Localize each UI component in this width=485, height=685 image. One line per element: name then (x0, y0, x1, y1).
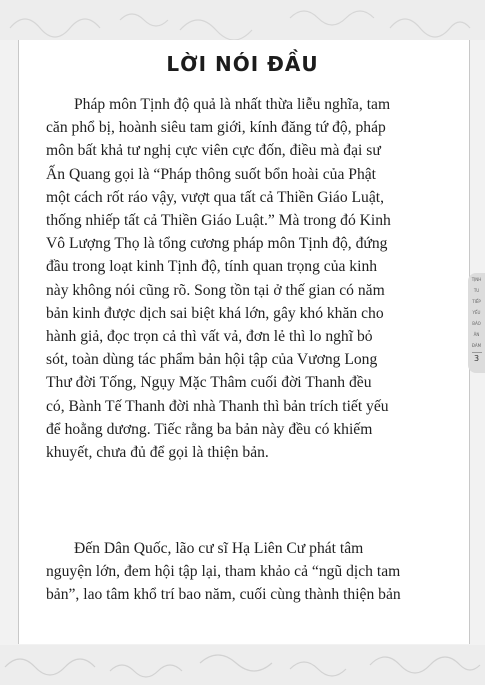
text-line: bản kinh được dịch sai biệt khá lớn, gây khó khăn cho (46, 304, 384, 322)
side-tab-text: ĐÀM (471, 343, 482, 348)
text-line: này không nói cũng rõ. Song tồn tại ở thế gian có năm (46, 281, 385, 299)
text-line: bản”, lao tâm khổ trí bao năm, cuối cùng thành thiện bản (46, 586, 401, 604)
text-line: để hoằng dương. Tiếc rằng ba bản này đều có khiếm (46, 420, 373, 438)
text-line: có, Bành Tế Thanh đời nhà Thanh thì bản trích tiết yếu (46, 397, 389, 415)
side-chapter-tab (468, 273, 485, 373)
cloud-pattern (0, 645, 485, 685)
page-number: 3 (473, 354, 480, 363)
text-line: Đến Dân Quốc, lão cư sĩ Hạ Liên Cư phát tâm (74, 540, 364, 557)
text-line: sót, toàn dùng tác phẩm bản hội tập của Vương Long (46, 351, 378, 369)
text-line: Thư đời Tống, Ngụy Mặc Thâm cuối đời Thanh đều (46, 374, 372, 392)
text-line: thống nhiếp tất cả Thiền Giáo Luật.” Mà trong đó Kinh (46, 212, 391, 230)
side-tab-text: ÂN (473, 332, 480, 337)
side-tab-text: TU (473, 288, 480, 293)
text-line: Ấn Quang gọi là “Pháp thông suốt bổn hoài của Phật (46, 165, 377, 183)
side-tab-text: TIẾP (472, 299, 481, 304)
paragraph-1 (46, 93, 440, 464)
text-line: hành giả, đọc trọn cả thì vất vả, đơn lẻ thì lo nghĩ bỏ (46, 328, 373, 346)
side-tab-text: BÁO (472, 321, 481, 326)
side-tab-divider (472, 352, 482, 353)
text-line: Vô Lượng Thọ là tổng cương pháp môn Tịnh độ, đứng (46, 235, 388, 253)
page-title: LỜI NÓI ĐẦU (166, 52, 319, 76)
text-line: môn bất khả tư nghị cực viên cực đốn, điều mà đại sư (46, 142, 381, 160)
side-tab-text: YẾU (472, 310, 481, 315)
top-decorative-band (0, 0, 485, 40)
paragraph-2 (46, 537, 440, 607)
text-line: khuyết, chưa đủ để gọi là thiện bản. (46, 444, 269, 462)
side-tab-text: TỊNH (471, 277, 482, 282)
text-line: căn phổ bị, hoành siêu tam giới, kính đăng tứ độ, pháp (46, 119, 386, 137)
bottom-decorative-band (0, 645, 485, 685)
text-line: nguyện lớn, đem hội tập lại, tham khảo cả “ngũ dịch tam (46, 563, 401, 581)
text-line: Pháp môn Tịnh độ quả là nhất thừa liễu nghĩa, tam (74, 96, 391, 113)
text-line: đầu trong loạt kinh Tịnh độ, tính quan trọng của kinh (46, 258, 378, 276)
text-line: một cách rốt ráo vậy, vượt qua tất cả Thiền Giáo Luật, (46, 188, 384, 206)
cloud-pattern (0, 0, 485, 40)
